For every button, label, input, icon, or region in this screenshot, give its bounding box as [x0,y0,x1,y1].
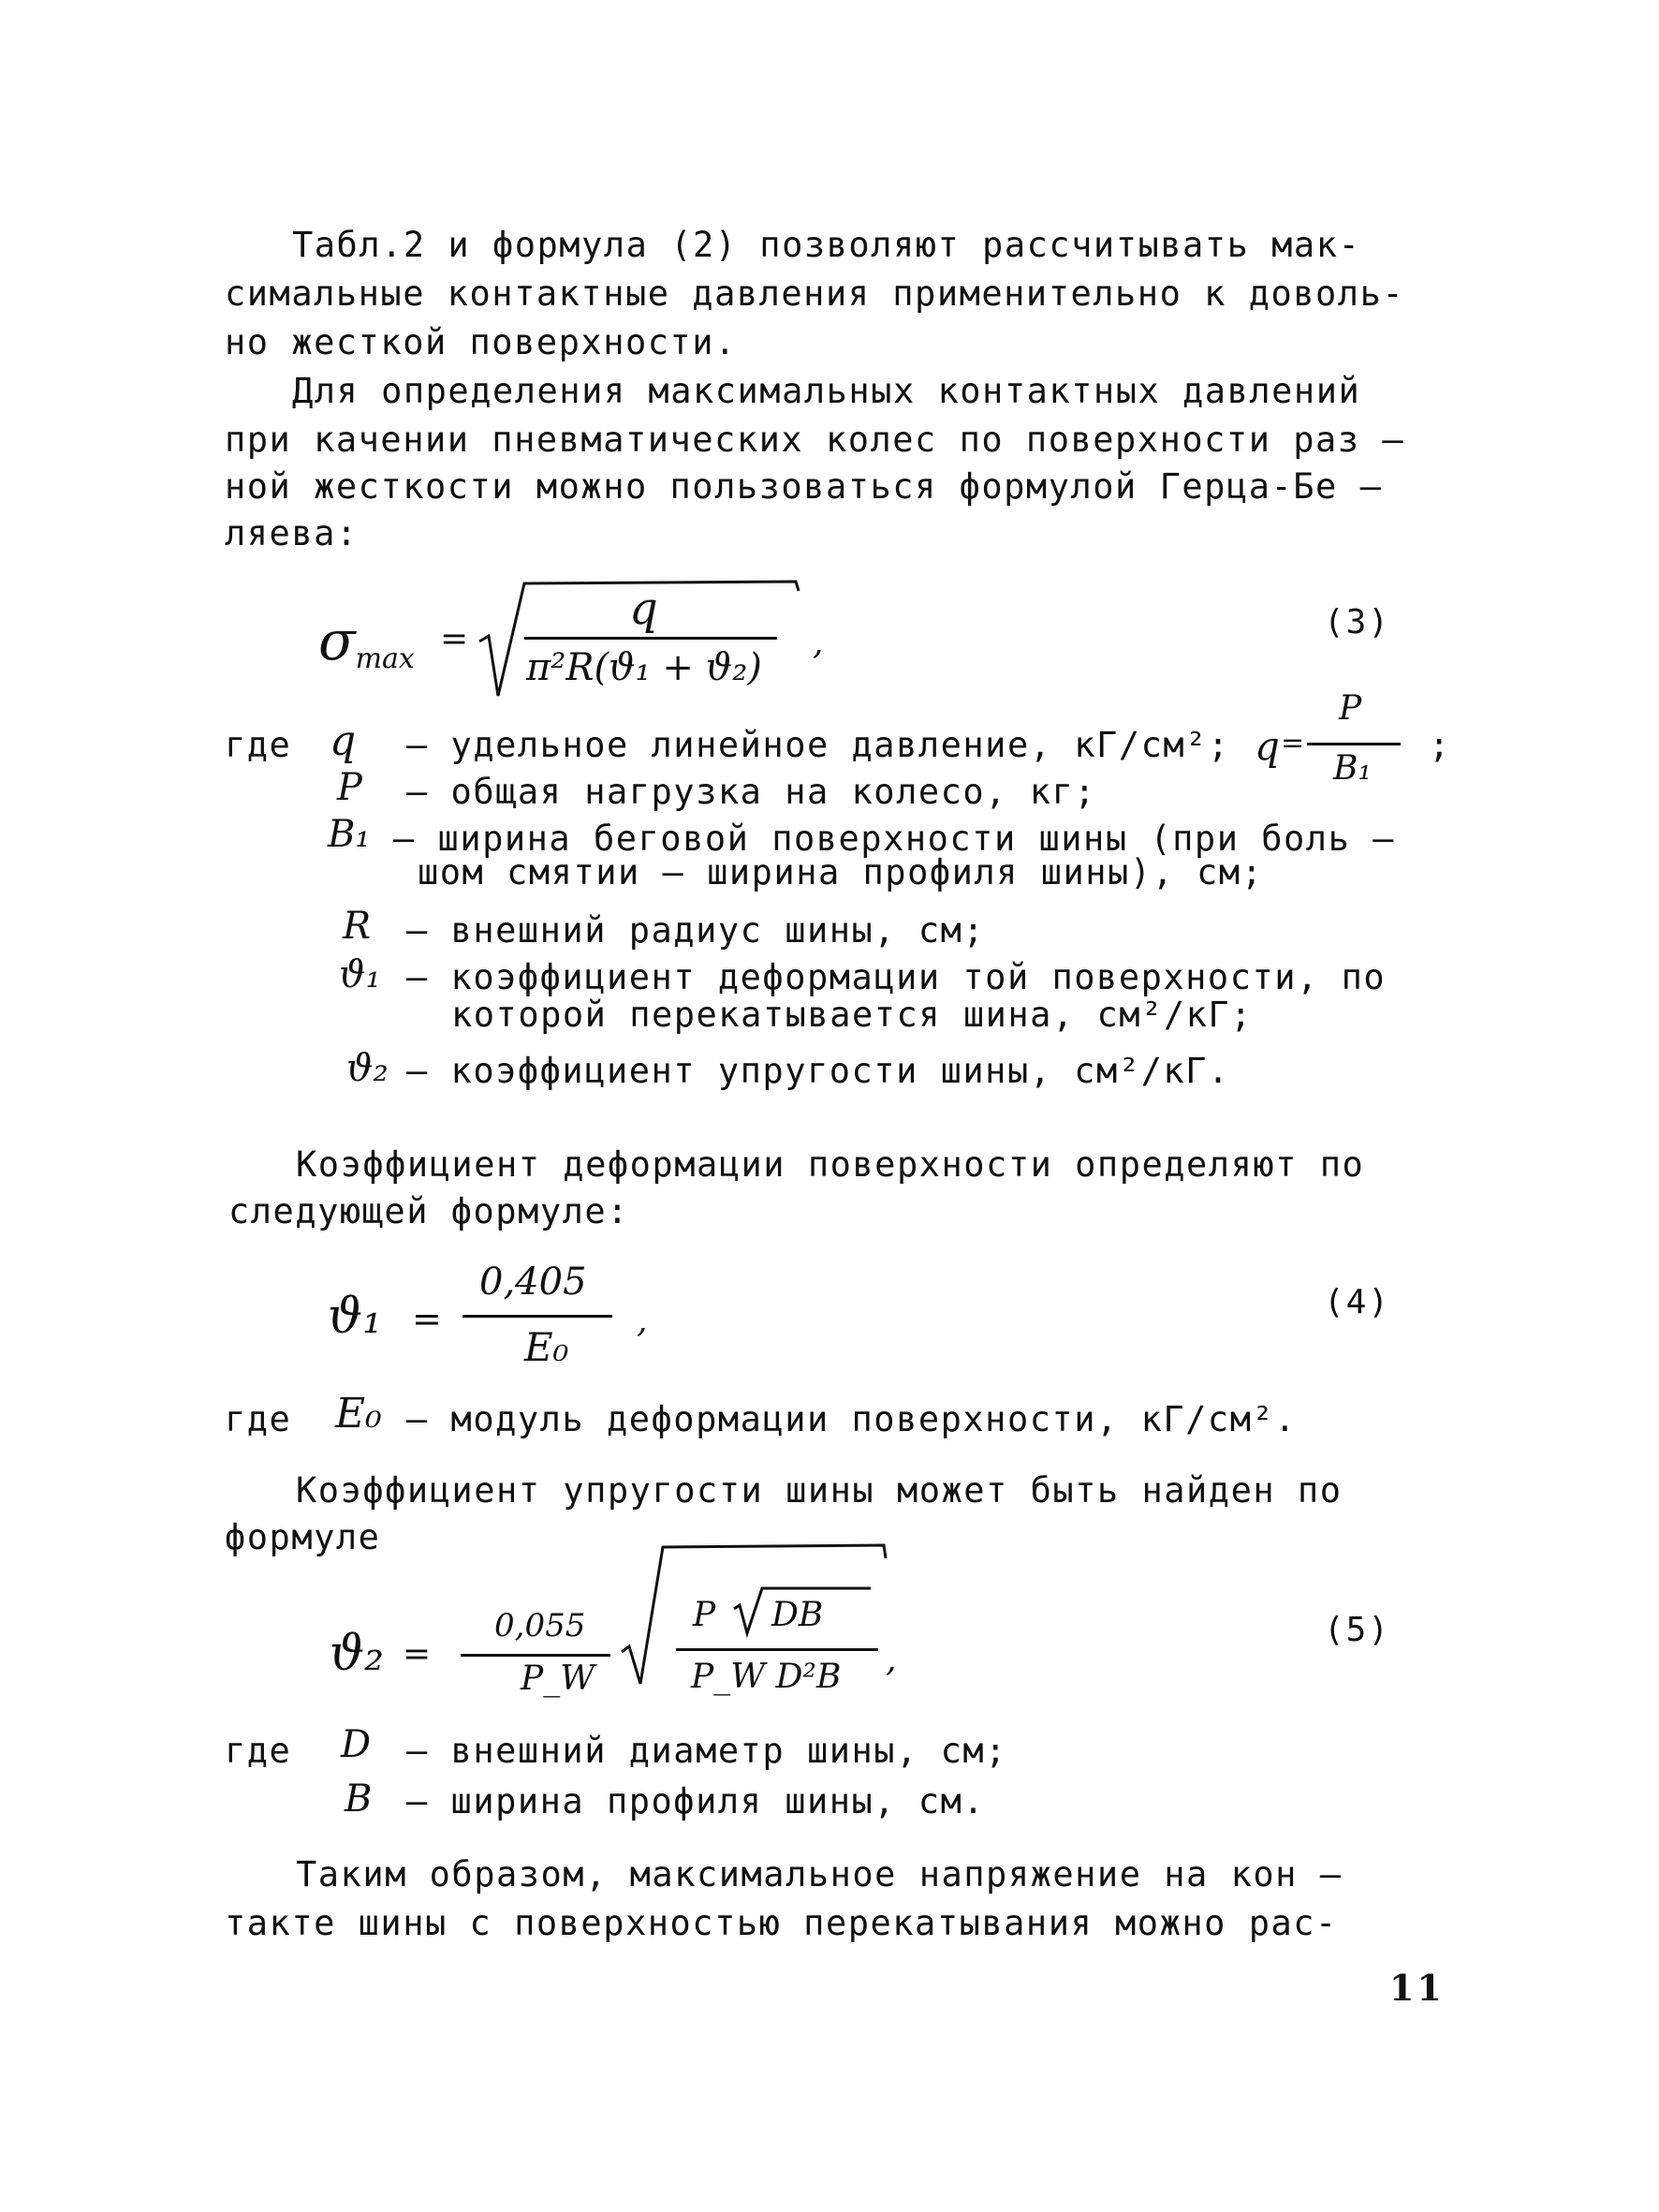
where-5-label: где [225,1731,292,1771]
formula-4-comma: , [637,1302,648,1340]
formula-3-denominator: π²R(ϑ₁ + ϑ₂) [526,646,762,689]
formula-5-number: (5) [1324,1611,1391,1649]
formula-3-lhs: $\sigma_{max}$ [318,609,415,675]
formula-3-number: (3) [1324,603,1391,641]
where-3-symbol-b1: B₁ [328,813,371,856]
formula-5-coef-fraction-line [461,1654,610,1657]
formula-3-numerator: q [629,582,658,635]
formula-5-rad-denominator: P_W D²B [691,1658,842,1696]
where-4-symbol-e0: E₀ [335,1390,382,1438]
where-5-symbol-d: D [341,1723,372,1766]
formula-3-comma: , [813,624,824,662]
side-formula-semicolon: ; [1429,725,1451,765]
where-4-label: где [225,1399,292,1439]
where-5-text-d: – внешний диаметр шины, см; [406,1731,1007,1771]
formula-4-lhs: ϑ₁ [328,1289,383,1345]
paragraph-2-line-4: ляева: [225,513,359,553]
formula-5-coef-denominator: P_W [521,1659,595,1698]
paragraph-1-line-2: симальные контактные давления применительно к доволь- [225,273,1405,314]
side-formula-equals: = [1281,727,1305,759]
paragraph-5-line-2: такте шины с поверхностью перекатывания можно рас- [225,1903,1338,1943]
where-3-label: где [225,725,292,765]
formula-3-fraction-line [524,637,777,640]
side-formula-numerator: P [1339,689,1362,728]
paragraph-4-line-1: Коэффициент упругости шины может быть найден по [296,1470,1343,1511]
formula-4-denominator: E₀ [524,1324,569,1370]
where-3-text-v1-cont: которой перекатывается шина, см²/кГ; [451,995,1253,1035]
formula-5-equals: = [403,1635,432,1674]
where-3-text-b1: – ширина беговой поверхности шины (при боль – [393,818,1395,859]
formula-5-rad-numerator-p: P [693,1596,716,1634]
paragraph-2-line-2: при качении пневматических колес по поверхности раз – [225,420,1405,460]
paragraph-2-line-3: ной жесткости можно пользоваться формулой Герца-Бе – [225,466,1383,507]
formula-5-coef-numerator: 0,055 [494,1607,586,1644]
where-3-symbol-p: P [337,766,362,809]
where-5-symbol-b: B [345,1777,373,1821]
side-formula-denominator: B₁ [1333,749,1372,788]
formula-5-rad-fraction-line [676,1648,878,1651]
paragraph-1-line-1: Табл.2 и формула (2) позволяют рассчитывать мак- [292,225,1361,265]
where-3-text-b1-cont: шом смятии – ширина профиля шины), см; [418,852,1264,892]
paragraph-2-line-1: Для определения максимальных контактных давлений [292,371,1361,411]
where-5-text-b: – ширина профиля шины, см. [406,1781,986,1821]
formula-4-equals: = [412,1298,442,1339]
formula-5-lhs: ϑ₂ [330,1626,385,1682]
where-3-text-p: – общая нагрузка на колесо, кг; [406,772,1097,812]
paragraph-1-line-3: но жесткой поверхности. [225,322,737,362]
side-formula-fraction-line [1307,743,1401,745]
where-3-text-r: – внешний радиус шины, см; [406,910,986,951]
formula-3-equals: = [440,620,469,658]
page-number: 11 [1389,1967,1445,2009]
side-formula-lhs: q [1255,723,1280,769]
paragraph-4-line-2: формуле [225,1517,381,1557]
formula-4-number: (4) [1324,1283,1391,1321]
formula-5-comma: , [886,1641,897,1679]
where-3-symbol-v1: ϑ₁ [339,953,381,996]
where-3-symbol-v2: ϑ₂ [346,1047,389,1090]
where-3-symbol-q: q [330,717,357,765]
formula-4-numerator: 0,405 [479,1261,587,1304]
formula-5-rad-numerator-inner: DB [771,1596,824,1634]
where-4-text-e0: – модуль деформации поверхности, кГ/см². [406,1399,1298,1439]
where-3-text-q: – удельное линейное давление, кГ/см²; [406,725,1230,765]
paragraph-5-line-1: Таким образом, максимальное напряжение на кон – [296,1854,1343,1895]
where-3-symbol-r: R [343,905,372,948]
paragraph-3-line-1: Коэффициент деформации поверхности определяют по [296,1144,1365,1185]
paragraph-3-line-2: следующей формуле: [228,1191,629,1231]
where-3-text-v2: – коэффициент упругости шины, см²/кГ. [406,1051,1230,1091]
formula-4-fraction-line [462,1315,612,1318]
where-3-text-v1: – коэффициент деформации той поверхности, по [406,957,1387,997]
